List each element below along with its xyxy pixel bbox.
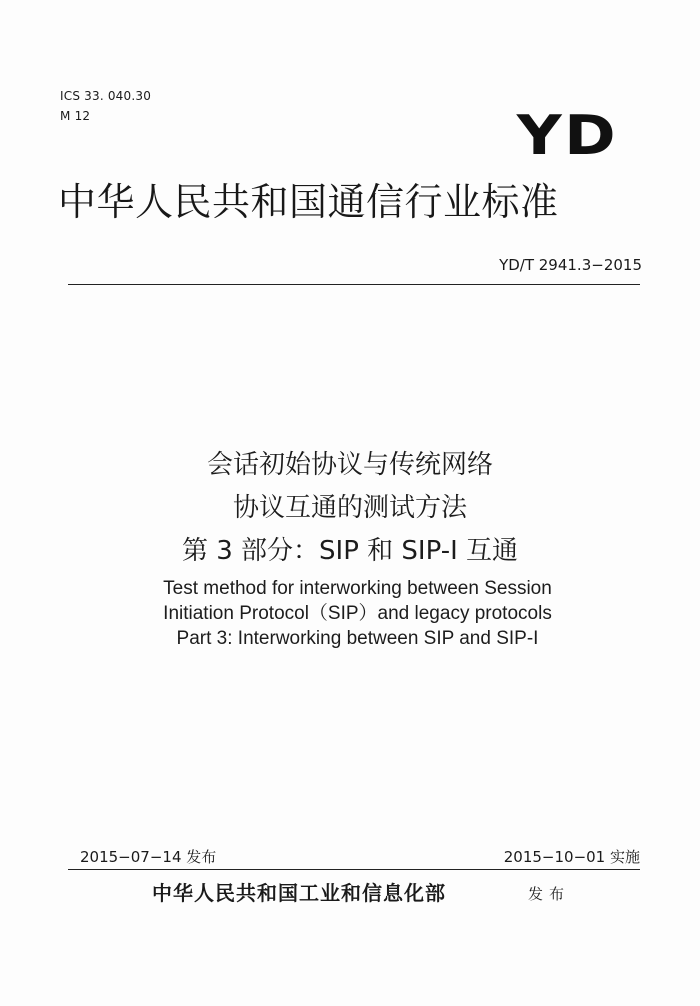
publish-label: 发布 — [528, 885, 571, 903]
yd-logo: YD — [516, 104, 618, 167]
standard-number: YD/T 2941.3−2015 — [499, 256, 642, 274]
title-zh-line1: 会话初始协议与传统网络 — [206, 450, 493, 480]
title-en-line1: Test method for interworking between Session — [163, 578, 552, 599]
title-en-line2: Initiation Protocol（SIP）and legacy protocols — [163, 603, 552, 624]
bottom-divider — [68, 869, 640, 870]
title-zh-line2: 协议互通的测试方法 — [232, 493, 467, 523]
title-en-line3: Part 3: Interworking between SIP and SIP-I — [176, 628, 539, 649]
classification-codes — [60, 86, 151, 126]
ccs-code: M 12 — [60, 109, 91, 123]
ics-code: ICS 33. 040.30 — [60, 89, 152, 103]
top-divider — [68, 284, 640, 285]
standard-category: 中华人民共和国通信行业标准 — [58, 180, 559, 224]
title-zh-line3: 第 3 部分：SIP 和 SIP-I 互通 — [181, 536, 519, 566]
issue-date: 2015−07−14 发布 — [80, 848, 217, 866]
publisher-name: 中华人民共和国工业和信息化部 — [152, 881, 446, 905]
implementation-date: 2015−10−01 实施 — [503, 848, 640, 866]
